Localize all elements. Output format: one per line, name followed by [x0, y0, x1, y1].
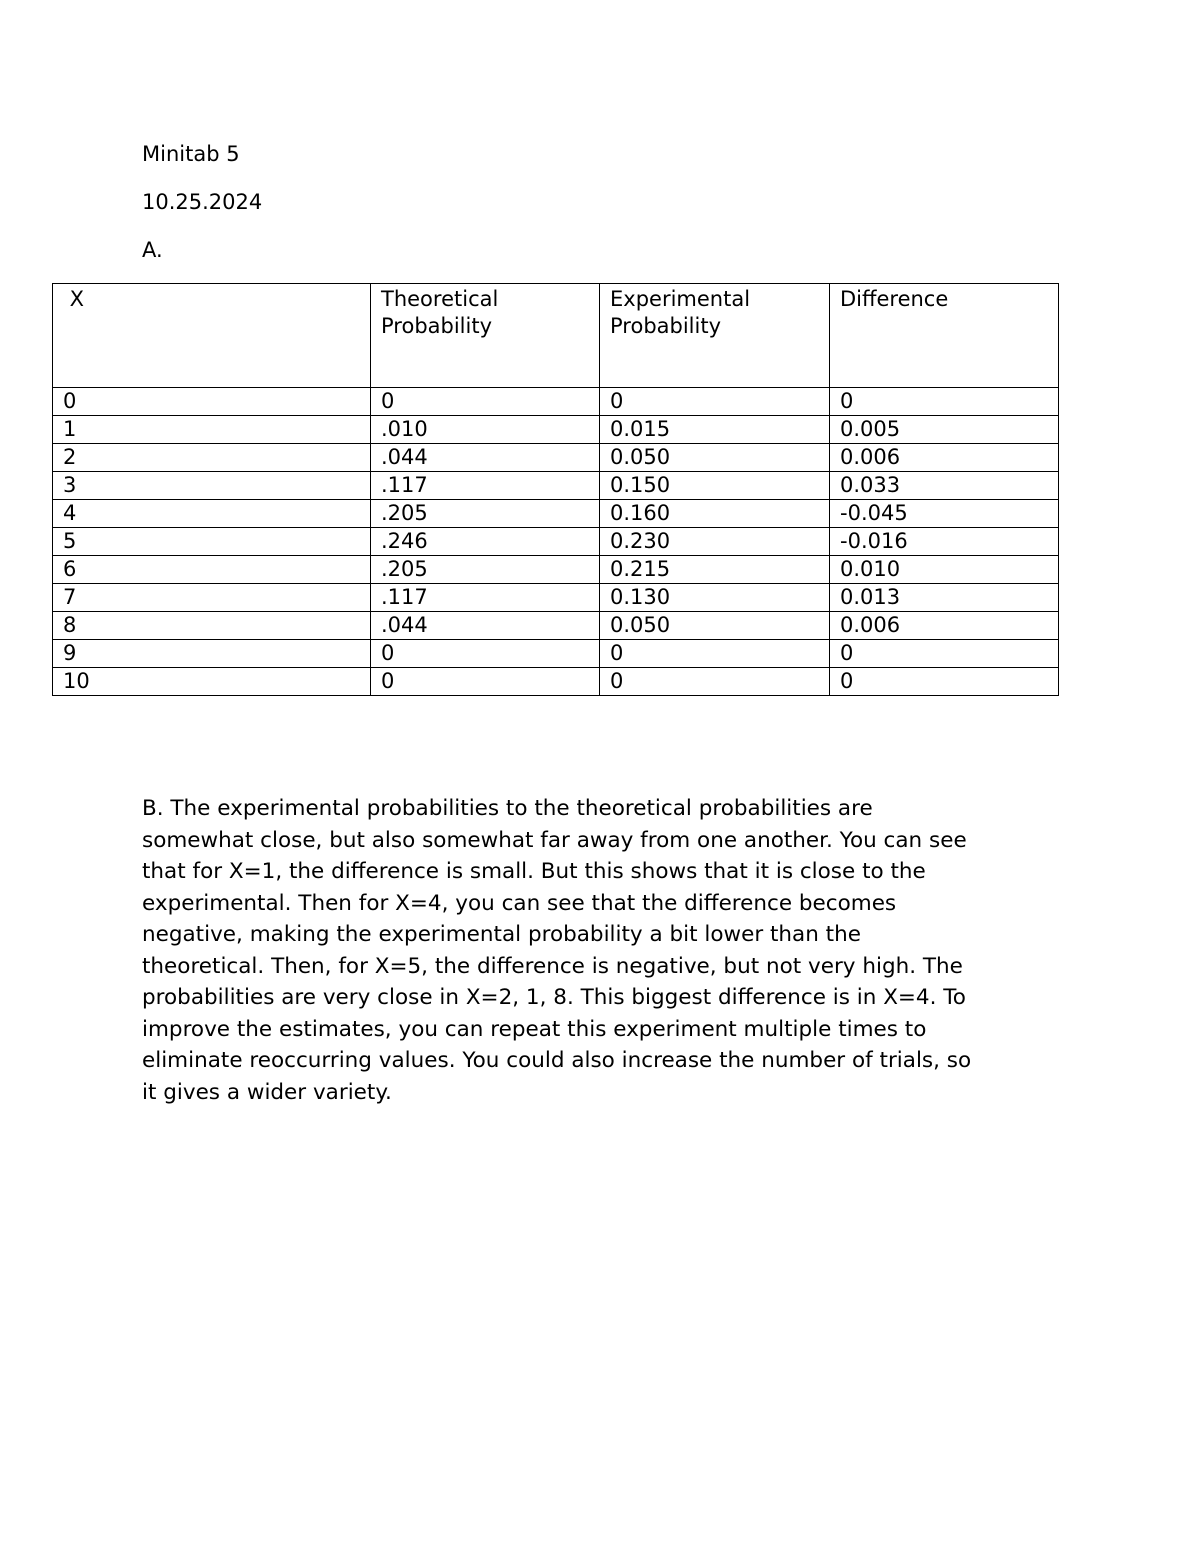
header-difference: Difference: [830, 284, 1059, 388]
paragraph-line: B. The experimental probabilities to the theoretical probabilities are: [142, 796, 873, 821]
cell-x: 9: [53, 640, 371, 668]
table-row: [53, 556, 1059, 584]
cell-theoretical: .205: [371, 556, 600, 584]
cell-x: 3: [53, 472, 371, 500]
cell-experimental: 0.015: [600, 416, 830, 444]
cell-x: 7: [53, 584, 371, 612]
paragraph-line: it gives a wider variety.: [142, 1079, 392, 1105]
paragraph-line: probabilities are very close in X=2, 1, 8. This biggest difference is in X=4. To: [142, 985, 966, 1010]
cell-experimental: 0.130: [600, 584, 830, 612]
cell-theoretical: .044: [371, 444, 600, 472]
cell-theoretical: .044: [371, 612, 600, 640]
paragraph-line: improve the estimates, you can repeat this experiment multiple times to: [142, 1016, 927, 1042]
cell-theoretical: .117: [371, 584, 600, 612]
paragraph-line: somewhat close, but also somewhat far away from one another. You can see: [142, 827, 967, 853]
table-row: [53, 388, 1059, 416]
cell-experimental: 0.160: [600, 500, 830, 528]
cell-experimental: 0.230: [600, 528, 830, 556]
cell-theoretical: .246: [371, 528, 600, 556]
table-row: [53, 528, 1059, 556]
cell-experimental: 0.215: [600, 556, 830, 584]
cell-theoretical: .010: [371, 416, 600, 444]
table-row: [53, 444, 1059, 472]
cell-theoretical: 0: [371, 388, 600, 416]
cell-x: 10: [53, 668, 371, 696]
table-row: [53, 668, 1059, 696]
cell-difference: 0: [830, 668, 1059, 696]
paragraph-line: experimental. Then for X=4, you can see that the difference becomes: [142, 890, 897, 916]
cell-difference: 0: [830, 388, 1059, 416]
cell-theoretical: 0: [371, 640, 600, 668]
table-row: [53, 416, 1059, 444]
cell-x: 1: [53, 416, 371, 444]
cell-difference: -0.045: [830, 500, 1059, 528]
cell-difference: -0.016: [830, 528, 1059, 556]
cell-x: 5: [53, 528, 371, 556]
cell-x: 0: [53, 388, 371, 416]
paragraph-line: negative, making the experimental probability a bit lower than the: [142, 922, 861, 947]
cell-difference: 0: [830, 640, 1059, 668]
header-x: X: [53, 284, 371, 388]
table-row: [53, 640, 1059, 668]
paragraph-line: eliminate reoccurring values. You could also increase the number of trials, so: [142, 1048, 972, 1073]
cell-experimental: 0: [600, 668, 830, 696]
cell-theoretical: .205: [371, 500, 600, 528]
section-b-paragraph: [142, 793, 1072, 1108]
cell-experimental: 0.150: [600, 472, 830, 500]
cell-experimental: 0.050: [600, 612, 830, 640]
paragraph-line: theoretical. Then, for X=5, the difference is negative, but not very high. The: [142, 953, 963, 979]
cell-x: 6: [53, 556, 371, 584]
cell-difference: 0.033: [830, 472, 1059, 500]
document-title: Minitab 5: [142, 142, 240, 166]
header-experimental: Experimental Probability: [600, 284, 830, 388]
table-row: [53, 500, 1059, 528]
paragraph-line: that for X=1, the difference is small. But this shows that it is close to the: [142, 859, 926, 884]
section-a-label: A.: [142, 238, 163, 262]
table-row: [53, 612, 1059, 640]
cell-difference: 0.010: [830, 556, 1059, 584]
cell-difference: 0.006: [830, 612, 1059, 640]
table-row: [53, 472, 1059, 500]
cell-difference: 0.005: [830, 416, 1059, 444]
table-header-row: [53, 284, 1059, 388]
cell-x: 4: [53, 500, 371, 528]
cell-experimental: 0: [600, 640, 830, 668]
cell-theoretical: .117: [371, 472, 600, 500]
cell-difference: 0.013: [830, 584, 1059, 612]
cell-x: 2: [53, 444, 371, 472]
header-theoretical: Theoretical Probability: [371, 284, 600, 388]
cell-experimental: 0: [600, 388, 830, 416]
table-row: [53, 584, 1059, 612]
cell-x: 8: [53, 612, 371, 640]
cell-experimental: 0.050: [600, 444, 830, 472]
probability-table: [52, 283, 1059, 696]
cell-difference: 0.006: [830, 444, 1059, 472]
cell-theoretical: 0: [371, 668, 600, 696]
document-date: 10.25.2024: [142, 190, 263, 214]
